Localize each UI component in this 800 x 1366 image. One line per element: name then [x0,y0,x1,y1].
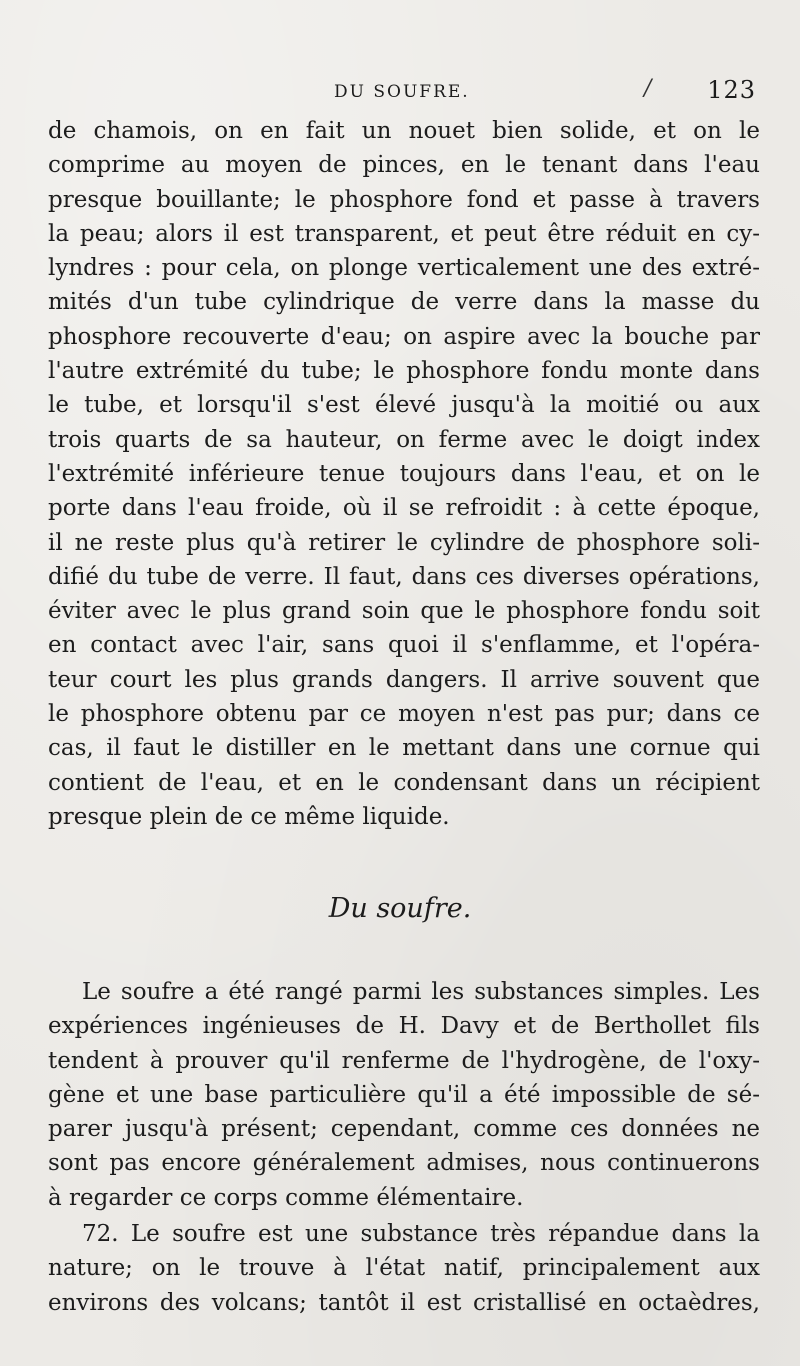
text-line: contient de l'eau, et en le condensant dans un récipient [48,769,760,796]
text-line: teur court les plus grands dangers. Il arrive souvent que [48,666,760,693]
text-line: expériences ingénieuses de H. Davy et de Berthollet fils [48,1013,760,1040]
text-line: environs des volcans; tantôt il est cristallisé en octaèdres, [48,1289,760,1316]
text-line: en contact avec l'air, sans quoi il s'enflamme, et l'opéra- [48,632,760,659]
text-line: difié du tube de verre. Il faut, dans ces diverses opérations, [48,563,760,590]
text-line: l'autre extrémité du tube; le phosphore fondu monte dans [48,358,760,385]
page-header [48,74,760,114]
text-line: sont pas encore généralement admises, nous continuerons [48,1150,760,1177]
text-line: cas, il faut le distiller en le mettant dans une cornue qui [48,735,760,762]
text-line: il ne reste plus qu'à retirer le cylindre de phosphore soli- [48,529,760,556]
text-line: à regarder ce corps comme élémentaire. [48,1184,524,1211]
running-head: DU SOUFRE. [334,82,470,102]
text-line: Le soufre a été rangé parmi les substances simples. Les [82,979,760,1005]
text-line: presque plein de ce même liquide. [48,803,450,830]
text-line: phosphore recouverte d'eau; on aspire avec la bouche par [48,323,760,350]
text-line: mités d'un tube cylindrique de verre dans la masse du [48,289,760,316]
text-line: porte dans l'eau froide, où il se refroidit : à cette époque, [48,495,760,522]
text-line: gène et une base particulière qu'il a été impossible de sé- [48,1081,760,1108]
page-number: 123 [707,76,756,104]
text-line: comprime au moyen de pinces, en le tenant dans l'eau [48,152,760,179]
text-line: nature; on le trouve à l'état natif, principalement aux [48,1255,760,1282]
text-line: presque bouillante; le phosphore fond et passe à travers [48,186,760,213]
text-line: l'extrémité inférieure tenue toujours dans l'eau, et on le [48,460,760,487]
text-line: de chamois, on en fait un nouet bien solide, et on le [48,118,760,144]
text-line: le phosphore obtenu par ce moyen n'est pas pur; dans ce [48,701,760,728]
text-line: parer jusqu'à présent; cependant, comme ces données ne [48,1116,760,1143]
text-line: le tube, et lorsqu'il s'est élevé jusqu'à la moitié ou aux [48,392,760,419]
paragraph-soufre [48,975,760,1320]
section-title: Du soufre. [328,893,472,924]
paragraph-phosphore [48,114,760,834]
text-line: trois quarts de sa hauteur, on ferme avec le doigt index [48,426,760,453]
text-line: tendent à prouver qu'il renferme de l'hydrogène, de l'oxy- [48,1047,760,1074]
text-line: 72. Le soufre est une substance très répandue dans la [82,1221,760,1248]
text-line: éviter avec le plus grand soin que le phosphore fondu soit [48,598,760,625]
text-line: la peau; alors il est transparent, et peut être réduit en cy- [48,220,760,247]
header-mark: / [644,76,652,101]
text-line: lyndres : pour cela, on plonge verticalement une des extré- [48,255,760,282]
